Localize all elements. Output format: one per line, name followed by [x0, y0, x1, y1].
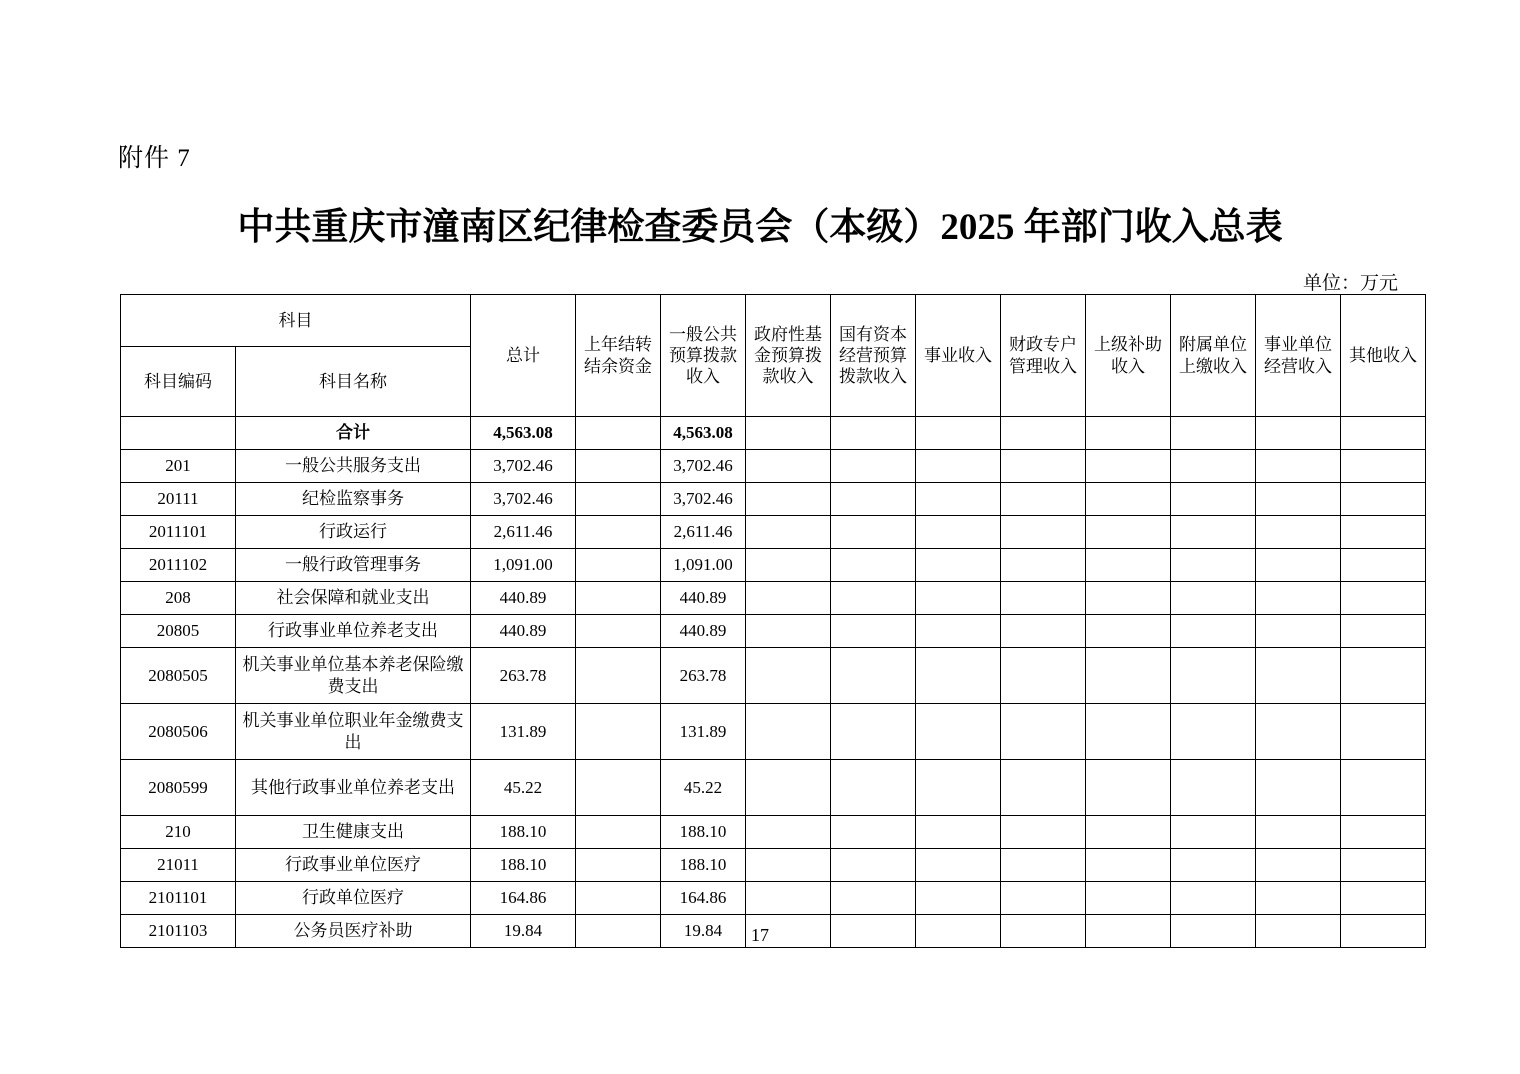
cell-total: 188.10 — [471, 849, 576, 882]
header-group-subject: 科目 — [121, 295, 471, 347]
cell-business-operating-income — [1256, 450, 1341, 483]
page-number: 17 — [751, 925, 769, 945]
cell-name: 行政单位医疗 — [236, 882, 471, 915]
cell-fiscal-account-income — [1001, 704, 1086, 760]
cell-operating-income — [916, 582, 1001, 615]
cell-total: 19.84 — [471, 915, 576, 948]
cell-business-operating-income — [1256, 648, 1341, 704]
cell-subordinate-remittance — [1171, 704, 1256, 760]
cell-gov-fund-budget — [746, 615, 831, 648]
cell-code: 2101101 — [121, 882, 236, 915]
cell-subordinate-remittance — [1171, 816, 1256, 849]
cell-gov-fund-budget — [746, 704, 831, 760]
cell-state-capital-budget — [831, 648, 916, 704]
table-row — [121, 615, 1426, 648]
cell-code: 2011101 — [121, 516, 236, 549]
cell-subordinate-remittance — [1171, 882, 1256, 915]
cell-carryover — [576, 648, 661, 704]
cell-code: 20111 — [121, 483, 236, 516]
table-row — [121, 760, 1426, 816]
cell-carryover — [576, 849, 661, 882]
cell-carryover — [576, 417, 661, 450]
header-business-operating-income: 事业单位经营收入 — [1256, 295, 1341, 417]
cell-code: 2101103 — [121, 915, 236, 948]
cell-code: 2080505 — [121, 648, 236, 704]
cell-superior-subsidy — [1086, 483, 1171, 516]
table-row — [121, 816, 1426, 849]
cell-other-income — [1341, 417, 1426, 450]
cell-subordinate-remittance — [1171, 417, 1256, 450]
cell-general-public-budget: 164.86 — [661, 882, 746, 915]
cell-gov-fund-budget — [746, 816, 831, 849]
cell-subordinate-remittance — [1171, 648, 1256, 704]
cell-code: 2080599 — [121, 760, 236, 816]
table-row — [121, 417, 1426, 450]
cell-subordinate-remittance — [1171, 549, 1256, 582]
header-subject-code: 科目编码 — [121, 347, 236, 417]
cell-carryover — [576, 704, 661, 760]
cell-subordinate-remittance — [1171, 516, 1256, 549]
table-row — [121, 882, 1426, 915]
header-fiscal-account-income: 财政专户管理收入 — [1001, 295, 1086, 417]
cell-business-operating-income — [1256, 615, 1341, 648]
cell-other-income — [1341, 582, 1426, 615]
cell-state-capital-budget — [831, 882, 916, 915]
cell-total: 1,091.00 — [471, 549, 576, 582]
cell-carryover — [576, 882, 661, 915]
cell-code: 201 — [121, 450, 236, 483]
cell-other-income — [1341, 648, 1426, 704]
cell-state-capital-budget — [831, 615, 916, 648]
cell-superior-subsidy — [1086, 882, 1171, 915]
cell-total: 2,611.46 — [471, 516, 576, 549]
cell-fiscal-account-income — [1001, 882, 1086, 915]
table-row — [121, 549, 1426, 582]
header-subject-name: 科目名称 — [236, 347, 471, 417]
cell-name: 行政运行 — [236, 516, 471, 549]
header-carryover: 上年结转结余资金 — [576, 295, 661, 417]
cell-subordinate-remittance — [1171, 849, 1256, 882]
cell-state-capital-budget — [831, 549, 916, 582]
cell-carryover — [576, 516, 661, 549]
cell-code — [121, 417, 236, 450]
budget-table — [120, 294, 1426, 948]
header-superior-subsidy: 上级补助收入 — [1086, 295, 1171, 417]
cell-fiscal-account-income — [1001, 549, 1086, 582]
cell-subordinate-remittance — [1171, 483, 1256, 516]
cell-operating-income — [916, 704, 1001, 760]
cell-operating-income — [916, 450, 1001, 483]
cell-superior-subsidy — [1086, 549, 1171, 582]
cell-superior-subsidy — [1086, 648, 1171, 704]
cell-gov-fund-budget — [746, 549, 831, 582]
unit-label: 单位：万元 — [1302, 273, 1398, 294]
header-state-capital-budget: 国有资本经营预算拨款收入 — [831, 295, 916, 417]
cell-name: 机关事业单位基本养老保险缴费支出 — [236, 648, 471, 704]
cell-general-public-budget: 440.89 — [661, 615, 746, 648]
cell-operating-income — [916, 516, 1001, 549]
cell-total: 164.86 — [471, 882, 576, 915]
cell-superior-subsidy — [1086, 582, 1171, 615]
cell-operating-income — [916, 816, 1001, 849]
cell-general-public-budget: 263.78 — [661, 648, 746, 704]
table-header — [121, 295, 1426, 417]
cell-gov-fund-budget — [746, 582, 831, 615]
cell-total: 440.89 — [471, 582, 576, 615]
cell-operating-income — [916, 549, 1001, 582]
table-row — [121, 648, 1426, 704]
cell-state-capital-budget — [831, 704, 916, 760]
cell-state-capital-budget — [831, 450, 916, 483]
cell-fiscal-account-income — [1001, 816, 1086, 849]
cell-name: 卫生健康支出 — [236, 816, 471, 849]
cell-fiscal-account-income — [1001, 450, 1086, 483]
cell-state-capital-budget — [831, 816, 916, 849]
cell-total: 188.10 — [471, 816, 576, 849]
page-title: 中共重庆市潼南区纪律检查委员会（本级）2025 年部门收入总表 — [237, 207, 1283, 248]
table-row — [121, 450, 1426, 483]
cell-general-public-budget: 1,091.00 — [661, 549, 746, 582]
cell-business-operating-income — [1256, 483, 1341, 516]
cell-subordinate-remittance — [1171, 760, 1256, 816]
cell-superior-subsidy — [1086, 615, 1171, 648]
cell-name: 一般行政管理事务 — [236, 549, 471, 582]
table-row — [121, 849, 1426, 882]
cell-name: 行政事业单位养老支出 — [236, 615, 471, 648]
cell-fiscal-account-income — [1001, 483, 1086, 516]
header-gov-fund-budget: 政府性基金预算拨款收入 — [746, 295, 831, 417]
cell-fiscal-account-income — [1001, 648, 1086, 704]
cell-general-public-budget: 3,702.46 — [661, 483, 746, 516]
header-operating-income: 事业收入 — [916, 295, 1001, 417]
cell-other-income — [1341, 549, 1426, 582]
cell-gov-fund-budget — [746, 760, 831, 816]
cell-code: 2080506 — [121, 704, 236, 760]
cell-gov-fund-budget — [746, 516, 831, 549]
cell-subordinate-remittance — [1171, 615, 1256, 648]
cell-operating-income — [916, 760, 1001, 816]
cell-total: 45.22 — [471, 760, 576, 816]
cell-business-operating-income — [1256, 582, 1341, 615]
cell-general-public-budget: 131.89 — [661, 704, 746, 760]
cell-code: 2011102 — [121, 549, 236, 582]
cell-operating-income — [916, 417, 1001, 450]
table-row — [121, 704, 1426, 760]
cell-fiscal-account-income — [1001, 516, 1086, 549]
header-other-income: 其他收入 — [1341, 295, 1426, 417]
cell-fiscal-account-income — [1001, 582, 1086, 615]
cell-carryover — [576, 760, 661, 816]
cell-other-income — [1341, 704, 1426, 760]
cell-superior-subsidy — [1086, 760, 1171, 816]
cell-other-income — [1341, 450, 1426, 483]
cell-carryover — [576, 816, 661, 849]
cell-total: 131.89 — [471, 704, 576, 760]
cell-state-capital-budget — [831, 760, 916, 816]
cell-fiscal-account-income — [1001, 615, 1086, 648]
cell-business-operating-income — [1256, 849, 1341, 882]
cell-code: 20805 — [121, 615, 236, 648]
cell-other-income — [1341, 816, 1426, 849]
cell-carryover — [576, 582, 661, 615]
cell-business-operating-income — [1256, 882, 1341, 915]
cell-name: 其他行政事业单位养老支出 — [236, 760, 471, 816]
cell-superior-subsidy — [1086, 417, 1171, 450]
cell-general-public-budget: 19.84 — [661, 915, 746, 948]
cell-operating-income — [916, 648, 1001, 704]
cell-total: 3,702.46 — [471, 483, 576, 516]
table-body — [121, 417, 1426, 948]
table-row — [121, 516, 1426, 549]
table-row — [121, 483, 1426, 516]
cell-carryover — [576, 615, 661, 648]
cell-business-operating-income — [1256, 704, 1341, 760]
cell-fiscal-account-income — [1001, 849, 1086, 882]
cell-code: 210 — [121, 816, 236, 849]
cell-business-operating-income — [1256, 760, 1341, 816]
cell-general-public-budget: 440.89 — [661, 582, 746, 615]
cell-name: 社会保障和就业支出 — [236, 582, 471, 615]
cell-business-operating-income — [1256, 549, 1341, 582]
cell-code: 208 — [121, 582, 236, 615]
cell-code: 21011 — [121, 849, 236, 882]
cell-gov-fund-budget — [746, 648, 831, 704]
cell-subordinate-remittance — [1171, 450, 1256, 483]
cell-name: 公务员医疗补助 — [236, 915, 471, 948]
cell-state-capital-budget — [831, 849, 916, 882]
attachment-label: 附件 7 — [118, 145, 191, 172]
cell-superior-subsidy — [1086, 816, 1171, 849]
cell-carryover — [576, 450, 661, 483]
cell-total: 4,563.08 — [471, 417, 576, 450]
cell-name: 合计 — [236, 417, 471, 450]
cell-other-income — [1341, 483, 1426, 516]
cell-superior-subsidy — [1086, 450, 1171, 483]
cell-state-capital-budget — [831, 582, 916, 615]
cell-other-income — [1341, 882, 1426, 915]
cell-carryover — [576, 549, 661, 582]
cell-general-public-budget: 2,611.46 — [661, 516, 746, 549]
cell-gov-fund-budget — [746, 483, 831, 516]
cell-operating-income — [916, 882, 1001, 915]
cell-gov-fund-budget — [746, 882, 831, 915]
table-row — [121, 582, 1426, 615]
cell-business-operating-income — [1256, 417, 1341, 450]
cell-superior-subsidy — [1086, 704, 1171, 760]
cell-gov-fund-budget — [746, 450, 831, 483]
cell-general-public-budget: 188.10 — [661, 816, 746, 849]
cell-other-income — [1341, 760, 1426, 816]
cell-state-capital-budget — [831, 483, 916, 516]
cell-general-public-budget: 3,702.46 — [661, 450, 746, 483]
cell-business-operating-income — [1256, 516, 1341, 549]
cell-general-public-budget: 4,563.08 — [661, 417, 746, 450]
cell-superior-subsidy — [1086, 849, 1171, 882]
table-header-row-1 — [121, 295, 1426, 347]
cell-subordinate-remittance — [1171, 582, 1256, 615]
cell-gov-fund-budget — [746, 417, 831, 450]
header-subordinate-remittance: 附属单位上缴收入 — [1171, 295, 1256, 417]
cell-fiscal-account-income — [1001, 760, 1086, 816]
cell-general-public-budget: 45.22 — [661, 760, 746, 816]
cell-name: 纪检监察事务 — [236, 483, 471, 516]
cell-state-capital-budget — [831, 417, 916, 450]
cell-carryover — [576, 483, 661, 516]
cell-other-income — [1341, 615, 1426, 648]
cell-operating-income — [916, 483, 1001, 516]
header-total: 总计 — [471, 295, 576, 417]
cell-operating-income — [916, 615, 1001, 648]
cell-name: 一般公共服务支出 — [236, 450, 471, 483]
cell-name: 行政事业单位医疗 — [236, 849, 471, 882]
cell-total: 3,702.46 — [471, 450, 576, 483]
cell-superior-subsidy — [1086, 516, 1171, 549]
cell-gov-fund-budget — [746, 849, 831, 882]
cell-other-income — [1341, 516, 1426, 549]
cell-other-income — [1341, 849, 1426, 882]
cell-state-capital-budget — [831, 516, 916, 549]
cell-business-operating-income — [1256, 816, 1341, 849]
cell-total: 263.78 — [471, 648, 576, 704]
cell-name: 机关事业单位职业年金缴费支出 — [236, 704, 471, 760]
header-general-public-budget: 一般公共预算拨款收入 — [661, 295, 746, 417]
cell-total: 440.89 — [471, 615, 576, 648]
cell-general-public-budget: 188.10 — [661, 849, 746, 882]
cell-operating-income — [916, 849, 1001, 882]
cell-fiscal-account-income — [1001, 417, 1086, 450]
